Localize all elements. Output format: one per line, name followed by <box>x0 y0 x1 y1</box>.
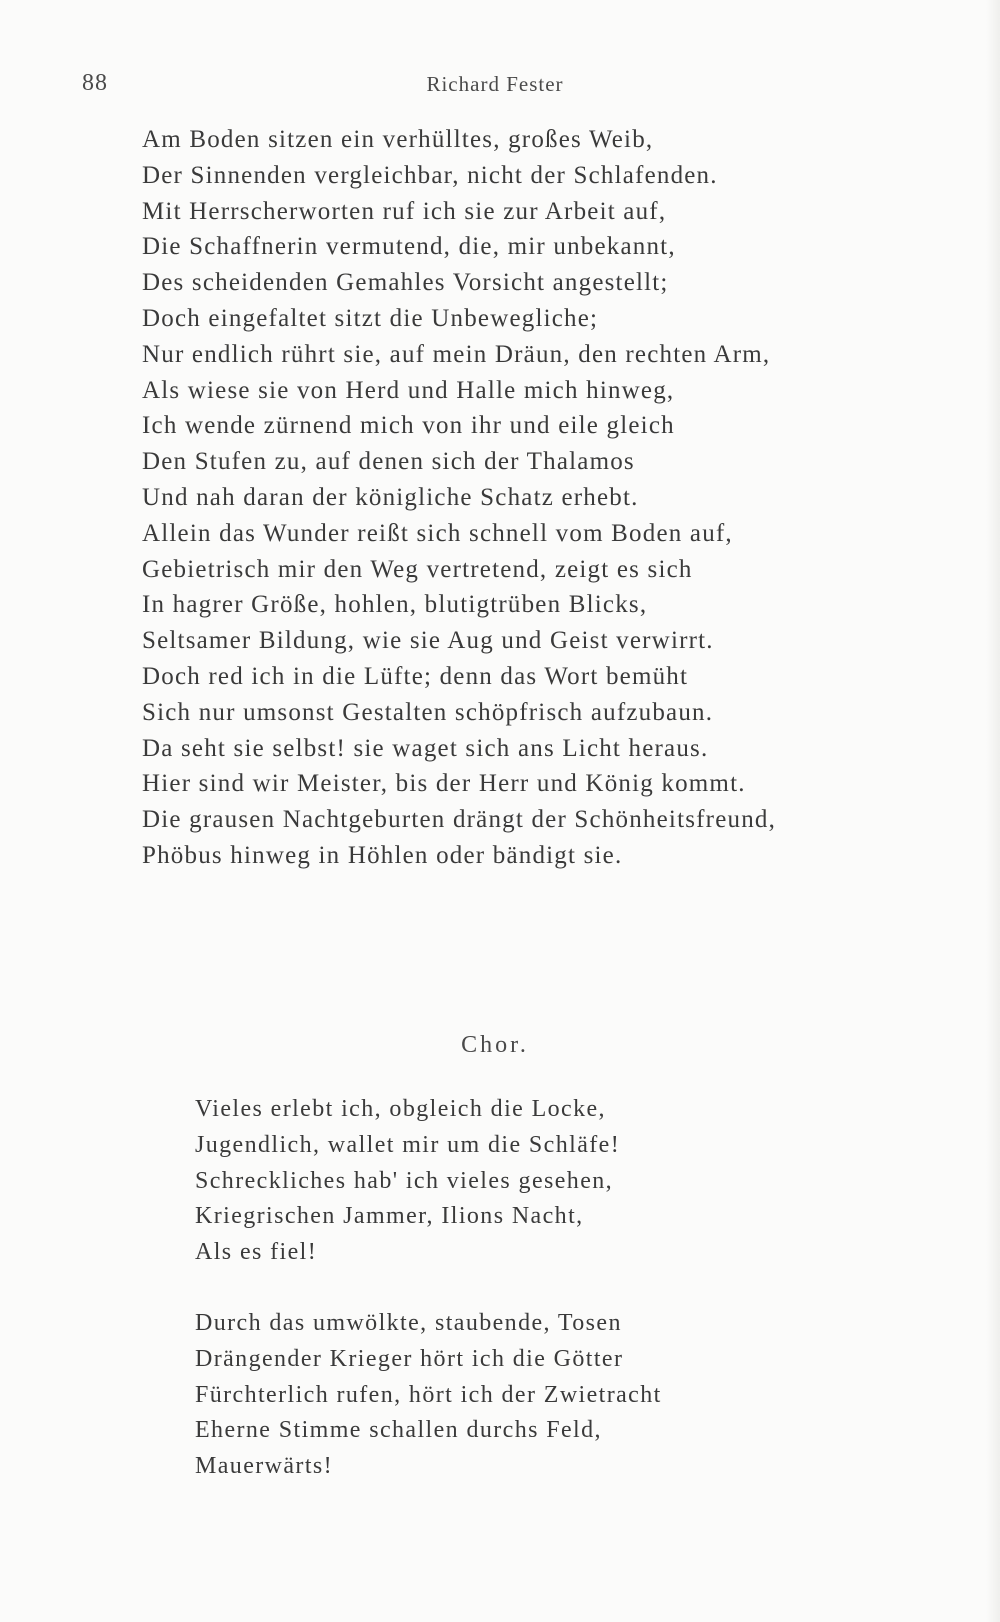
verse-line: Mit Herrscherworten ruf ich sie zur Arbeit auf, <box>142 197 667 225</box>
verse-line: Den Stufen zu, auf denen sich der Thalamos <box>142 448 635 476</box>
verse-line: Nur endlich rührt sie, auf mein Dräun, den rechten Arm, <box>142 340 771 368</box>
chor-stanza-1 <box>195 1092 975 1271</box>
stanza-line: Kriegrischen Jammer, Ilions Nacht, <box>195 1203 584 1230</box>
chor-stanza-2 <box>195 1306 975 1485</box>
verse-line: Der Sinnenden vergleichbar, nicht der Schlafenden. <box>142 161 718 189</box>
verse-line: Hier sind wir Meister, bis der Herr und König kommt. <box>142 770 746 798</box>
verse-line: Phöbus hinweg in Höhlen oder bändigt sie. <box>142 841 623 869</box>
verse-line: Des scheidenden Gemahles Vorsicht angestellt; <box>142 269 669 297</box>
verse-line: Allein das Wunder reißt sich schnell vom Boden auf, <box>142 519 733 547</box>
stanza-line: Drängender Krieger hört ich die Götter <box>195 1345 624 1372</box>
stanza-line: Fürchterlich rufen, hört ich der Zwietracht <box>195 1381 662 1408</box>
page-number: 88 <box>82 70 108 96</box>
stanza-line: Jugendlich, wallet mir um die Schläfe! <box>195 1131 621 1158</box>
page-edge-shadow <box>986 0 1000 1622</box>
verse-line: Doch red ich in die Lüfte; denn das Wort bemüht <box>142 662 689 690</box>
verse-line: Doch eingefaltet sitzt die Unbewegliche; <box>142 304 599 332</box>
verse-line: Da seht sie selbst! sie waget sich ans Licht heraus. <box>142 734 709 762</box>
stanza-line: Eherne Stimme schallen durchs Feld, <box>195 1417 602 1444</box>
verse-line: Gebietrisch mir den Weg vertretend, zeigt es sich <box>142 555 693 583</box>
verse-line: Ich wende zürnend mich von ihr und eile gleich <box>142 412 675 440</box>
chor-heading: Chor. <box>461 1032 529 1058</box>
verse-line: Die grausen Nachtgeburten drängt der Schönheitsfreund, <box>142 806 777 834</box>
stanza-line: Vieles erlebt ich, obgleich die Locke, <box>195 1096 606 1122</box>
verse-line: Seltsamer Bildung, wie sie Aug und Geist verwirrt. <box>142 627 714 655</box>
running-head: Richard Fester <box>426 72 564 96</box>
verse-block <box>142 122 982 874</box>
verse-line: In hagrer Größe, hohlen, blutigtrüben Blicks, <box>142 591 648 619</box>
verse-line: Als wiese sie von Herd und Halle mich hinweg, <box>142 376 675 404</box>
verse-line: Sich nur umsonst Gestalten schöpfrisch aufzubaun. <box>142 698 714 726</box>
verse-line: Und nah daran der königliche Schatz erhebt. <box>142 483 639 511</box>
verse-line: Am Boden sitzen ein verhülltes, großes Weib, <box>142 126 654 153</box>
stanza-line: Schreckliches hab' ich vieles gesehen, <box>195 1167 614 1194</box>
stanza-line: Mauerwärts! <box>195 1453 334 1480</box>
verse-line: Die Schaffnerin vermutend, die, mir unbekannt, <box>142 233 676 261</box>
stanza-line: Als es fiel! <box>195 1239 318 1266</box>
stanza-line: Durch das umwölkte, staubende, Tosen <box>195 1310 622 1336</box>
